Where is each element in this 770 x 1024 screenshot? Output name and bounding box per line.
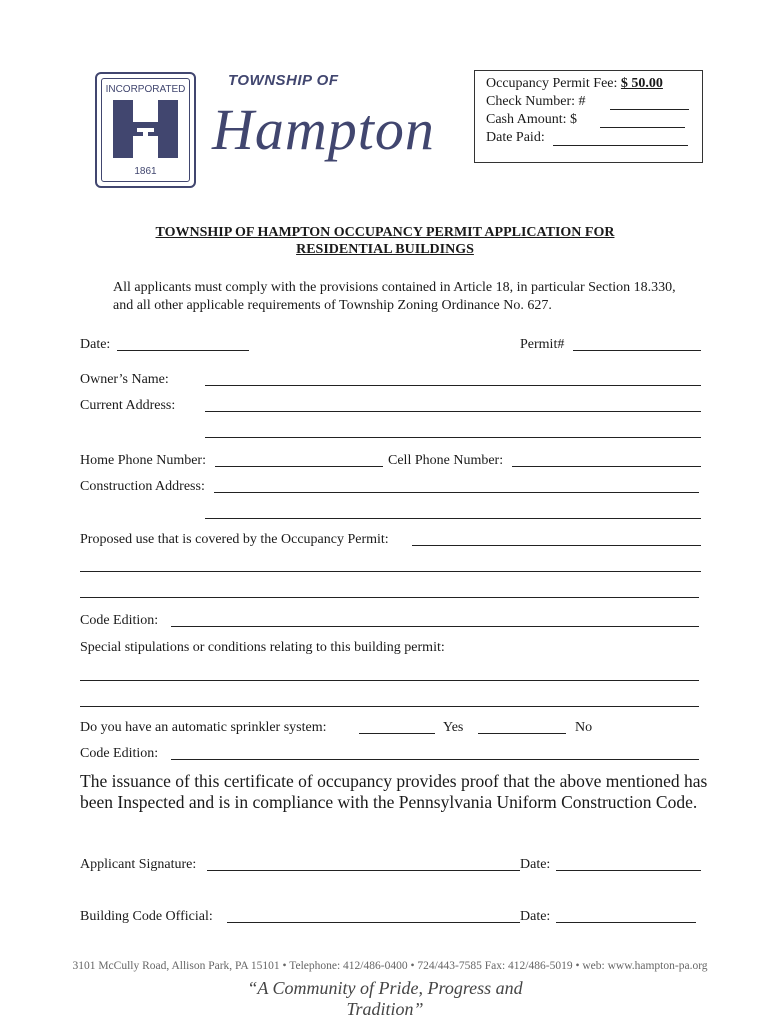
code-edition-label-1: Code Edition: <box>80 613 159 628</box>
sprinkler-no-field[interactable] <box>478 733 566 734</box>
special-stipulations-field[interactable] <box>80 680 699 681</box>
title-line-1: TOWNSHIP OF HAMPTON OCCUPANCY PERMIT APPLICATION FOR <box>155 225 615 240</box>
township-seal <box>95 72 196 188</box>
current-address-label: Current Address: <box>80 398 176 413</box>
sprinkler-no-label: No <box>575 720 593 735</box>
footer-address: 3101 McCully Road, Allison Park, PA 15101 • Telephone: 412/486-0400 • 724/443-7585 Fax: 412/486-5019 • web: www.hampton-pa.org <box>72 960 708 972</box>
cell-phone-label: Cell Phone Number: <box>388 453 504 468</box>
footer-motto: “A Community of Pride, Progress and Tradition” <box>247 978 523 1019</box>
title-line-2: RESIDENTIAL BUILDINGS <box>296 242 474 257</box>
proposed-use-field-2[interactable] <box>80 571 701 572</box>
permit-label: Permit# <box>520 337 565 352</box>
construction-address-label: Construction Address: <box>80 479 205 494</box>
fee-value: $ 50.00 <box>620 76 663 91</box>
date-paid-field[interactable] <box>553 145 688 146</box>
seal-top-text: INCORPORATED <box>105 84 186 95</box>
cash-amount-field[interactable] <box>600 127 685 128</box>
cash-prefix: $ <box>570 112 578 127</box>
sprinkler-question: Do you have an automatic sprinkler system: <box>80 720 327 735</box>
fee-row <box>486 76 663 92</box>
check-number-field[interactable] <box>610 109 689 110</box>
date-field[interactable] <box>117 350 249 351</box>
fee-box <box>474 70 703 163</box>
cell-phone-field[interactable] <box>512 466 701 467</box>
official-signature-field[interactable] <box>227 922 520 923</box>
code-edition-label-2: Code Edition: <box>80 746 159 761</box>
official-signature-label: Building Code Official: <box>80 909 213 924</box>
sprinkler-yes-label: Yes <box>443 720 464 735</box>
permit-field[interactable] <box>573 350 701 351</box>
special-stipulations-field-2[interactable] <box>80 706 699 707</box>
applicant-signature-field[interactable] <box>207 870 520 871</box>
check-prefix: # <box>578 94 586 109</box>
seal-year: 1861 <box>134 166 157 177</box>
home-phone-label: Home Phone Number: <box>80 453 206 468</box>
current-address-field-2[interactable] <box>205 437 701 438</box>
date-label: Date: <box>80 337 111 352</box>
form-title <box>80 224 690 258</box>
applicant-signature-label: Applicant Signature: <box>80 857 197 872</box>
special-stipulations-label: Special stipulations or conditions relating to this building permit: <box>80 640 445 655</box>
home-phone-field[interactable] <box>215 466 383 467</box>
code-edition-field-2[interactable] <box>171 759 699 760</box>
township-of-label: TOWNSHIP OF <box>228 72 339 89</box>
cash-label: Cash Amount: <box>486 112 567 127</box>
construction-address-field-2[interactable] <box>205 518 701 519</box>
intro-paragraph: All applicants must comply with the provisions contained in Article 18, in particular Section 18.330, and all other applicable requirements of Township Zoning Ordinance No. 627. <box>113 280 676 313</box>
construction-address-field[interactable] <box>214 492 699 493</box>
hampton-wordmark: Hampton <box>212 97 435 162</box>
fee-label: Occupancy Permit Fee: <box>486 76 618 91</box>
current-address-field[interactable] <box>205 411 701 412</box>
compliance-statement: The issuance of this certificate of occupancy provides proof that the above mentioned has been Inspected and is in compliance with the Pennsylvania Uniform Construction Code. <box>80 771 708 812</box>
seal-h-icon <box>109 98 182 160</box>
sprinkler-yes-field[interactable] <box>359 733 435 734</box>
owner-name-field[interactable] <box>205 385 701 386</box>
owner-name-label: Owner’s Name: <box>80 372 169 387</box>
date-paid-label: Date Paid: <box>486 130 545 145</box>
proposed-use-field[interactable] <box>412 545 701 546</box>
proposed-use-field-3[interactable] <box>80 597 699 598</box>
applicant-date-field[interactable] <box>556 870 701 871</box>
proposed-use-label: Proposed use that is covered by the Occupancy Permit: <box>80 532 389 547</box>
code-edition-field-1[interactable] <box>171 626 699 627</box>
official-date-field[interactable] <box>556 922 696 923</box>
cash-row <box>486 112 577 128</box>
applicant-date-label: Date: <box>520 857 551 872</box>
check-label: Check Number: <box>486 94 576 109</box>
official-date-label: Date: <box>520 909 551 924</box>
check-row <box>486 94 586 110</box>
